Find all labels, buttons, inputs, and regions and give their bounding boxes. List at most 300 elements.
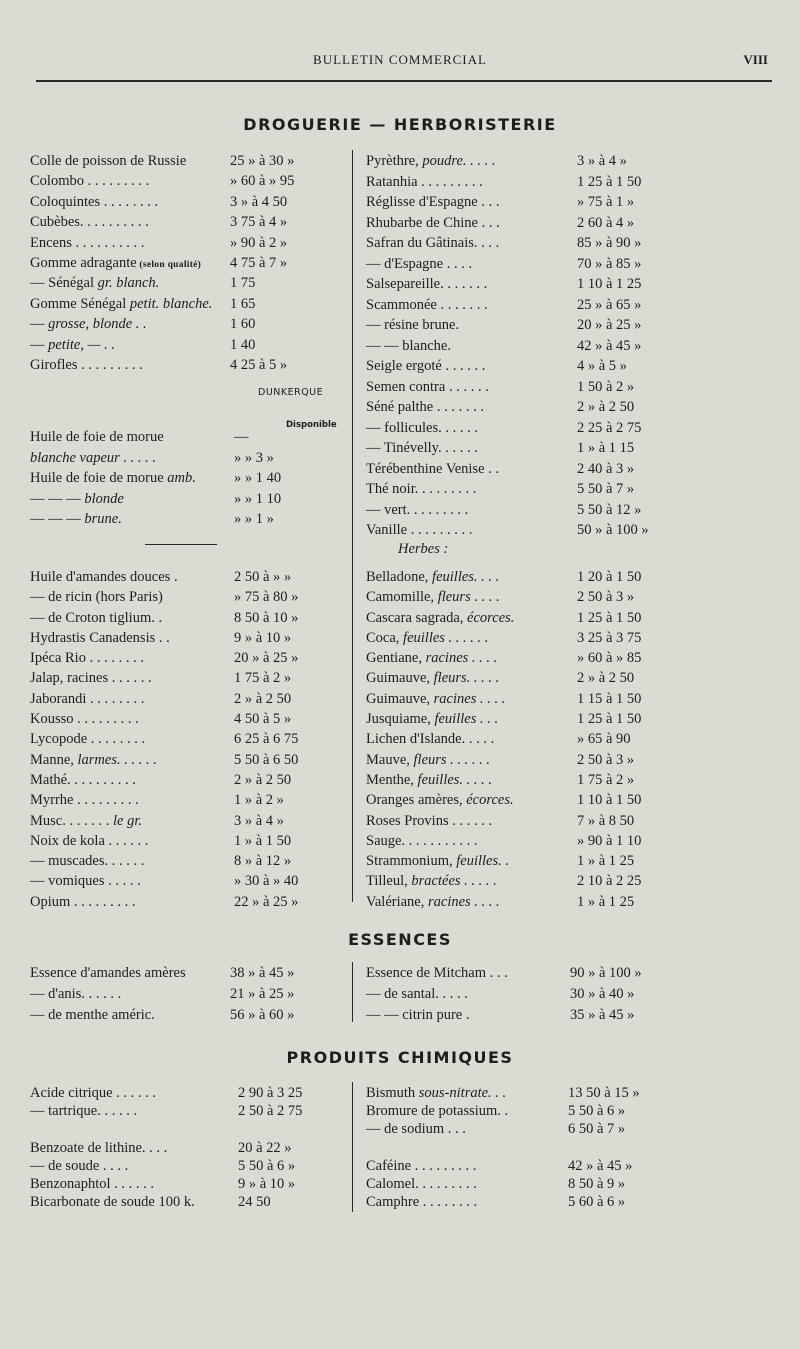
item-price: 8 50 à 10 »	[234, 609, 299, 626]
item-price: » 60 à » 95	[230, 173, 295, 190]
list-item	[366, 831, 766, 851]
item-price: 1 10 à 1 50	[577, 792, 642, 809]
item-qualifier: le gr.	[109, 812, 142, 829]
item-name	[30, 790, 139, 810]
item-price: 1 60	[230, 316, 256, 333]
item-name	[30, 335, 115, 355]
item-price: 42 » à 45 »	[577, 337, 642, 354]
item-qualifier: grosse, blonde . .	[48, 316, 147, 333]
item-name	[366, 1101, 508, 1121]
item-label: Thé noir. . . . . . . . .	[366, 481, 477, 497]
item-qualifier: bractées . . . . .	[407, 873, 497, 890]
item-price: 70 » à 85 »	[577, 255, 642, 272]
item-label: Mauve,	[366, 751, 410, 768]
item-price: » » 3 »	[234, 449, 274, 466]
item-name	[30, 294, 212, 314]
item-label: Acide citrique . . . . . .	[30, 1085, 157, 1101]
item-qualifier: feuilles. .	[452, 853, 509, 870]
list-item	[30, 1192, 350, 1210]
item-name	[30, 273, 159, 293]
item-price: 4 » à 5 »	[577, 358, 627, 374]
list-item	[30, 689, 350, 709]
item-label: Jaborandi . . . . . . . .	[30, 690, 145, 707]
list-item	[30, 871, 350, 891]
item-label: — de sodium . . .	[366, 1121, 466, 1138]
item-label: Gentiane,	[366, 650, 422, 667]
item-label: Benzonaphtol . . . . . .	[30, 1175, 155, 1192]
list-item	[30, 587, 350, 607]
item-name	[366, 192, 500, 212]
list-item	[30, 1138, 350, 1156]
list-item	[366, 567, 766, 587]
list-item	[30, 355, 350, 375]
item-name	[30, 811, 142, 831]
item-label: — muscades. . . . . .	[30, 853, 145, 870]
item-qualifier: gr. blanch.	[94, 275, 160, 292]
item-price: 2 40 à 3 »	[577, 460, 635, 477]
item-qualifier: écorces.	[462, 792, 514, 809]
item-price: » 65 à 90	[577, 731, 631, 748]
item-price: 25 » à 30 »	[230, 153, 295, 169]
item-price: 20 à 22 »	[238, 1139, 292, 1156]
list-item	[30, 811, 350, 831]
list-item	[366, 729, 766, 749]
item-label: Musc. . . . . . .	[30, 812, 110, 829]
item-price: 6 25 à 6 75	[234, 731, 299, 748]
item-qualifier: racines . . . .	[430, 690, 506, 707]
item-qualifier: brune.	[80, 511, 122, 527]
item-price: 42 » à 45 »	[568, 1157, 633, 1174]
item-price: » 90 à 2 »	[230, 234, 288, 251]
item-price: 2 50 à 2 75	[238, 1103, 303, 1120]
item-label: Huile de foie de morue	[30, 429, 164, 445]
item-name	[30, 1083, 156, 1103]
item-label: Coloquintes . . . . . . . .	[30, 193, 159, 210]
list-item	[366, 628, 766, 648]
essences-left-list	[30, 963, 350, 1026]
item-price: » 75 à 1 »	[577, 194, 635, 210]
item-price: 3 » à 4 50	[230, 193, 288, 210]
list-item	[366, 770, 766, 790]
item-label: Caféine . . . . . . . . .	[366, 1157, 477, 1174]
item-name	[30, 355, 143, 375]
essences-right-list	[366, 963, 766, 1026]
list-item	[30, 729, 350, 749]
item-name	[366, 1156, 476, 1176]
item-name	[366, 770, 492, 790]
item-name	[366, 984, 468, 1004]
list-item	[366, 233, 766, 254]
item-name	[30, 192, 158, 212]
item-name	[30, 963, 186, 983]
item-label: Oranges amères,	[366, 792, 463, 809]
item-name	[366, 963, 508, 983]
list-item	[366, 1174, 766, 1192]
list-item	[366, 315, 766, 336]
droguerie-left-list	[30, 151, 350, 375]
item-price: 1 25 à 1 50	[577, 711, 642, 728]
list-item	[366, 397, 766, 418]
item-qualifier: feuilles. . . .	[428, 569, 500, 585]
item-name	[30, 509, 122, 529]
list-item	[366, 892, 766, 912]
item-name	[30, 489, 124, 509]
item-name	[366, 520, 472, 540]
item-label: Camphre . . . . . . . .	[366, 1194, 478, 1211]
item-name	[30, 314, 147, 334]
item-price: 2 90 à 3 25	[238, 1085, 303, 1101]
list-item	[30, 963, 350, 984]
list-item	[30, 648, 350, 668]
produits-right-list	[366, 1083, 766, 1210]
item-label: Salsepareille. . . . . . .	[366, 276, 488, 292]
item-price: 1 » à 2 »	[234, 792, 284, 809]
produits-divider	[352, 1082, 353, 1212]
item-label: — Tinévelly. . . . . .	[366, 440, 478, 456]
list-item	[366, 1156, 766, 1174]
separator-rule	[145, 544, 217, 545]
list-item	[366, 520, 766, 541]
list-item	[366, 963, 766, 984]
list-item	[366, 356, 766, 377]
item-qualifier: petit. blanche.	[126, 295, 213, 312]
item-price: 2 50 à 3 »	[577, 589, 635, 606]
item-price: » » 1 10	[234, 490, 282, 507]
item-price: 1 10 à 1 25	[577, 276, 642, 292]
item-price: 2 » à 2 50	[234, 771, 292, 788]
item-price: 8 50 à 9 »	[568, 1175, 626, 1192]
item-qualifier: écorces.	[463, 609, 515, 626]
item-label: — de ricin (hors Paris)	[30, 589, 163, 606]
list-item	[30, 273, 350, 293]
list-item	[366, 811, 766, 831]
list-item	[30, 668, 350, 688]
list-item	[30, 192, 350, 212]
list-item	[30, 253, 350, 273]
item-qualifier: larmes. . . . . .	[73, 751, 157, 768]
item-label: Opium . . . . . . . . .	[30, 893, 136, 910]
item-price: 3 75 à 4 »	[230, 214, 288, 231]
item-name	[366, 397, 484, 417]
item-name	[366, 1174, 477, 1194]
list-item	[366, 213, 766, 234]
item-label: Menthe,	[366, 771, 414, 788]
item-label: Sauge. . . . . . . . . . .	[366, 832, 478, 849]
item-label: Calomel. . . . . . . . .	[366, 1175, 477, 1192]
item-label: Gomme Sénégal	[30, 295, 127, 312]
item-price: » » 1 »	[234, 511, 274, 527]
item-name	[366, 750, 490, 770]
list-item	[366, 1005, 766, 1026]
list-item	[30, 628, 350, 648]
item-price: 1 15 à 1 50	[577, 690, 642, 707]
list-item	[30, 151, 350, 171]
item-label: Réglisse d'Espagne . . .	[366, 194, 500, 210]
item-label: Tilleul,	[366, 873, 408, 890]
item-name	[366, 1005, 470, 1025]
huile-foie-list	[30, 427, 350, 530]
item-label: Guimauve,	[366, 690, 431, 707]
item-name	[366, 336, 451, 356]
item-price: 1 65	[230, 295, 256, 312]
item-name	[30, 648, 144, 668]
item-label: Strammonium,	[366, 853, 453, 870]
item-name	[366, 479, 476, 499]
item-price: 90 » à 100 »	[570, 965, 642, 981]
item-price: 2 60 à 4 »	[577, 214, 635, 231]
item-label: Ratanhia . . . . . . . . .	[366, 173, 483, 190]
item-price: 1 75	[230, 275, 256, 292]
item-label: — follicules. . . . . .	[366, 419, 478, 436]
list-item	[366, 750, 766, 770]
herbes-subheading: Herbes :	[398, 541, 449, 557]
item-name	[30, 851, 144, 871]
item-label: — d'anis. . . . . .	[30, 986, 122, 1002]
item-qualifier: blonde	[80, 490, 124, 507]
header-rule	[36, 80, 772, 82]
item-price: 5 50 à 12 »	[577, 501, 642, 518]
list-item	[30, 1156, 350, 1174]
item-name	[366, 172, 483, 192]
list-item	[30, 984, 350, 1005]
item-price: 1 75 à 2 »	[234, 670, 292, 687]
item-price: 20 » à 25 »	[577, 317, 642, 333]
list-item	[30, 509, 350, 530]
item-label: Coca,	[366, 629, 400, 646]
item-price: 38 » à 45 »	[230, 965, 295, 981]
item-name	[366, 689, 505, 709]
list-item	[366, 1192, 766, 1210]
item-qualifier: fleurs. . . . .	[430, 670, 500, 687]
item-label: Noix de kola . . . . . .	[30, 832, 149, 849]
item-price: 1 » à 1 15	[577, 440, 635, 456]
list-item	[30, 489, 350, 510]
item-label: — — —	[30, 511, 81, 527]
item-name	[366, 254, 472, 274]
item-name	[30, 1101, 137, 1121]
item-name	[30, 1156, 128, 1176]
item-price: 2 50 à » »	[234, 569, 292, 585]
list-item	[30, 1083, 350, 1101]
list-item	[30, 233, 350, 253]
list-item	[366, 479, 766, 500]
item-label: — vert. . . . . . . . .	[366, 501, 469, 518]
column-divider	[352, 150, 353, 902]
item-name	[366, 709, 498, 729]
list-item	[366, 274, 766, 295]
item-price: 1 25 à 1 50	[577, 609, 642, 626]
item-label: Encens . . . . . . . . . .	[30, 234, 145, 251]
item-price: 9 » à 10 »	[234, 629, 292, 646]
list-item	[366, 418, 766, 439]
list-item	[366, 984, 766, 1005]
list-item	[30, 1174, 350, 1192]
item-name	[366, 648, 497, 668]
item-name	[366, 274, 487, 294]
list-item	[366, 648, 766, 668]
list-item	[366, 295, 766, 316]
item-price: 4 50 à 5 »	[234, 711, 292, 728]
item-qualifier: fleurs . . . . . .	[409, 751, 491, 768]
item-price: 21 » à 25 »	[230, 986, 295, 1002]
item-name	[366, 790, 514, 810]
list-item	[30, 567, 350, 587]
list-item	[30, 1005, 350, 1026]
item-label: Girofles . . . . . . . . .	[30, 356, 143, 373]
item-price: 1 50 à 2 »	[577, 378, 635, 395]
list-item	[366, 689, 766, 709]
page-number: VIII	[743, 52, 768, 67]
item-price: 1 » à 1 50	[234, 832, 292, 849]
item-label: Térébenthine Venise . .	[366, 460, 500, 477]
list-item	[30, 608, 350, 628]
list-item	[366, 1083, 766, 1101]
item-price: 1 » à 1 25	[577, 893, 635, 910]
item-price: 56 » à 60 »	[230, 1007, 295, 1023]
item-name	[366, 831, 478, 851]
item-label: Safran du Gâtinais. . . .	[366, 235, 500, 251]
item-price: 5 50 à 7 »	[577, 481, 635, 497]
item-label: Jalap, racines . . . . . .	[30, 670, 152, 687]
item-name	[366, 608, 514, 628]
list-item	[366, 438, 766, 459]
item-name	[366, 1119, 466, 1139]
item-price: 20 » à 25 »	[234, 650, 299, 667]
item-label: Rhubarbe de Chine . . .	[366, 214, 500, 231]
item-name	[366, 500, 468, 520]
list-item	[366, 172, 766, 193]
item-label: Colombo . . . . . . . . .	[30, 173, 150, 190]
item-price: 4 75 à 7 »	[230, 254, 288, 271]
item-name	[366, 1083, 506, 1103]
item-label: — résine brune.	[366, 317, 460, 333]
item-label: Cascara sagrada,	[366, 609, 464, 626]
list-item	[366, 790, 766, 810]
item-name	[30, 729, 145, 749]
item-name	[366, 295, 488, 315]
item-price: 1 » à 1 25	[577, 853, 635, 870]
item-price: 1 20 à 1 50	[577, 569, 642, 585]
list-item	[366, 587, 766, 607]
item-label: Cubèbes. . . . . . . . . .	[30, 214, 149, 231]
item-label: Colle de poisson de Russie	[30, 153, 187, 169]
item-name	[30, 984, 121, 1004]
droguerie-right-list	[366, 151, 766, 541]
item-price: 2 50 à 3 »	[577, 751, 635, 768]
item-label: Lycopode . . . . . . . .	[30, 731, 146, 748]
list-item	[366, 500, 766, 521]
item-price: » 30 à » 40	[234, 873, 299, 890]
item-label: —	[30, 316, 49, 333]
item-price: » » 1 40	[234, 470, 282, 486]
item-label: Seigle ergoté . . . . . .	[366, 358, 486, 374]
list-item	[30, 468, 350, 489]
item-label: — — citrin pure .	[366, 1007, 470, 1023]
list-item	[366, 1138, 766, 1156]
item-name	[366, 315, 459, 335]
item-label: Benzoate de lithine. . . .	[30, 1139, 168, 1156]
list-item	[366, 151, 766, 172]
item-name	[366, 587, 500, 607]
item-price: 2 » à 2 50	[577, 670, 635, 687]
item-label: — vomiques . . . . .	[30, 873, 141, 890]
item-label: — — blanche.	[366, 337, 451, 354]
item-name	[30, 1005, 155, 1025]
item-price: 2 » à 2 50	[234, 690, 292, 707]
item-name	[30, 587, 163, 607]
list-item	[366, 192, 766, 213]
list-item	[366, 254, 766, 275]
item-name	[30, 212, 149, 232]
item-name	[30, 171, 149, 191]
list-item	[366, 377, 766, 398]
item-name	[30, 253, 201, 275]
item-qualifier: blanche vapeur . . . . .	[30, 449, 157, 466]
item-name	[366, 567, 499, 587]
item-price: 6 50 à 7 »	[568, 1121, 626, 1138]
item-price: 5 50 à 6 50	[234, 751, 299, 768]
list-item	[30, 851, 350, 871]
item-name	[366, 729, 494, 749]
item-label: Essence de Mitcham . . .	[366, 965, 508, 981]
item-label: Jusquiame,	[366, 711, 431, 728]
list-item	[366, 1119, 766, 1137]
produits-left-list	[30, 1083, 350, 1210]
item-name	[366, 151, 496, 171]
item-qualifier: feuilles . . .	[430, 711, 499, 728]
item-label: — de Croton tiglium. .	[30, 609, 163, 626]
item-name	[30, 871, 141, 891]
list-item	[366, 851, 766, 871]
disponible-label: Disponible	[286, 420, 337, 430]
item-name	[30, 1192, 195, 1212]
list-item	[30, 770, 350, 790]
item-qualifier: poudre. . . . .	[418, 153, 496, 169]
item-qualifier: sous-nitrate. . .	[415, 1085, 507, 1101]
item-label: Hydrastis Canadensis . .	[30, 629, 170, 646]
item-price: 25 » à 65 »	[577, 296, 642, 313]
item-label: Ipéca Rio . . . . . . . .	[30, 650, 144, 667]
item-name	[366, 438, 478, 458]
item-label: Semen contra . . . . . .	[366, 378, 489, 395]
item-name	[30, 233, 144, 253]
item-name	[366, 1192, 477, 1212]
item-price: 7 » à 8 50	[577, 812, 635, 829]
item-name	[30, 668, 152, 688]
item-name	[30, 709, 139, 729]
list-item	[30, 709, 350, 729]
item-name	[366, 892, 500, 912]
item-label: Essence d'amandes amères	[30, 965, 186, 981]
item-name	[30, 689, 144, 709]
item-price: 5 60 à 6 »	[568, 1194, 626, 1211]
item-label: — d'Espagne . . . .	[366, 255, 473, 272]
item-name	[366, 418, 478, 438]
list-item	[30, 750, 350, 770]
item-label: Bismuth	[366, 1085, 416, 1101]
item-price: 3 » à 4 »	[234, 812, 284, 829]
droguerie-left-list-2	[30, 567, 350, 912]
item-name	[30, 750, 157, 770]
list-item	[366, 709, 766, 729]
item-name	[366, 356, 485, 376]
item-price: 5 50 à 6 »	[568, 1103, 626, 1120]
list-item	[30, 790, 350, 810]
item-label: Séné palthe . . . . . . .	[366, 399, 484, 415]
item-qualifier: racines . . . .	[424, 893, 500, 910]
item-price: 24 50	[238, 1194, 271, 1211]
item-label: Valériane,	[366, 893, 425, 910]
